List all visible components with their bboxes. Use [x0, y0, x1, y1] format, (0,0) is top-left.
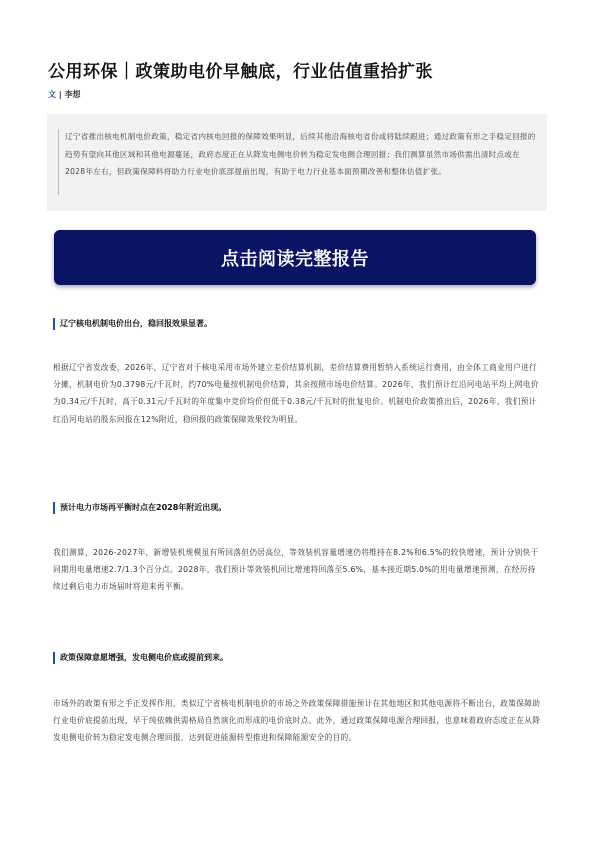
- author-line: [48, 89, 81, 100]
- section-heading-3: 政策保障意愿增强，发电侧电价底或提前到来。: [53, 652, 228, 664]
- summary-text: 辽宁省推出核电机制电价政策，稳定省内核电回报的保障效果明显，后续其他沿海核电省份或将陆续跟进；通过政策有形之手稳定回报的趋势有望向其他区域和其他电源蔓延，政府态度正在从降发电侧电价转为稳定发电侧合理回报；我们测算虽然市场供需出清时点或在2028年左右，但政策保障料将助力行业电价底部提前出现，有助于电力行业基本面预期改善和整体估值扩张。: [65, 132, 536, 177]
- author-separator: |: [56, 90, 65, 99]
- author-prefix: 文: [48, 90, 56, 99]
- read-full-report-button[interactable]: 点击阅读完整报告: [54, 230, 536, 285]
- summary-quote-bar: [58, 129, 59, 195]
- section-body-2: 我们测算，2026-2027年，新增装机规模虽有所回落但仍居高位，等效装机容量增速仍将维持在8.2%和6.5%的较快增速，预计分别快于同期用电量增速2.7/1.3个百分点。2028年，我们预计等效装机同比增速将回落至5.6%，基本接近期5.0%的用电量增速预测，在经历持续过剩后电力市场届时将迎来再平衡。: [53, 548, 539, 592]
- author-name: 李想: [64, 90, 81, 99]
- section-heading-1: 辽宁核电机制电价出台，稳回报效果显著。: [53, 318, 212, 330]
- section-body-3: 市场外的政策有形之手正发挥作用，类似辽宁省核电机制电价的市场之外政策保障措施预计在其他地区和其他电源将不断出台，政策保障助行业电价底提前出现，早于纯依赖供需格局自然演化而形成的电价底时点。此外，通过政策保障电源合理回报，也意味着政府态度正在从降发电侧电价转为稳定发电侧合理回报，达到促进能源转型推进和保障能源安全的目的。: [53, 699, 541, 743]
- article-title: 公用环保｜政策助电价早触底，行业估值重拾扩张: [48, 62, 433, 82]
- section-heading-2: 预计电力市场再平衡时点在2028年附近出现。: [53, 502, 226, 514]
- section-body-1: 根据辽宁省发改委，2026年，辽宁省对于核电采用市场外建立差价结算机制，差价结算费用暂纳入系统运行费用，由全体工商业用户进行分摊，机制电价为0.3798元/千瓦时，约70%电量按机制电价结算，其余按照市场电价结算。2026年，我们预计红沿河电站平均上网电价为0.34元/千瓦时，高于0.31元/千瓦时的年度集中竞价均价但低于0.38元/千瓦时的批复电价。机制电价政策推出后，2026年，我们预计红沿河电站的股东回报在12%附近，稳回报的政策保障效果较为明显。: [53, 363, 539, 424]
- summary-box: [47, 114, 547, 211]
